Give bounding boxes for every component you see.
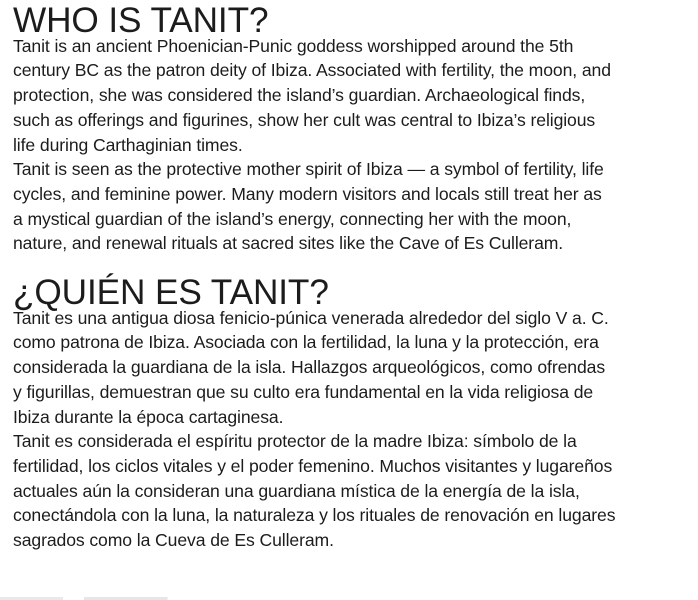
spanish-heading: ¿QUIÉN ES TANIT?	[13, 273, 329, 313]
english-paragraph-2: Tanit is seen as the protective mother spirit of Ibiza — a symbol of fertility, life cycles, and feminine power. Many modern visitors and locals still treat her as a mystical guardian of the island’s energy, connecting her with the moon, nature, and renewal rituals at sacred sites like the Cave of Es Culleram.	[13, 159, 604, 254]
english-heading: WHO IS TANIT?	[13, 1, 269, 40]
spanish-section	[13, 273, 695, 553]
english-section	[13, 1, 695, 256]
english-paragraph-1: Tanit is an ancient Phoenician-Punic goddess worshipped around the 5th century BC as the patron deity of Ibiza. Associated with fertility, the moon, and protection, she was considered the island’s guardian. Archaeological finds, such as offerings and figurines, show her cult was central to Ibiza’s religious life during Carthaginian times.	[13, 35, 611, 155]
spanish-paragraph-2: Tanit es considerada el espíritu protector de la madre Ibiza: símbolo de la fertilidad, los ciclos vitales y el poder femenino. Muchos visitantes y lugareños actuales aún la consideran una guardiana mística de la energía de la isla, conectándola con la luna, la naturaleza y los rituales de renovación en lugares sagrados como la Cueva de Es Culleram.	[13, 431, 616, 551]
document	[13, 1, 695, 553]
spanish-paragraph-1: Tanit es una antigua diosa fenicio-púnica venerada alrededor del siglo V a. C. como patrona de Ibiza. Asociada con la fertilidad, la luna y la protección, era considerada la guardiana de la isla. Hallazgos arqueológicos, como ofrendas y figurillas, demuestran que su culto era fundamental en la vida religiosa de Ibiza durante la época cartaginesa.	[13, 307, 609, 427]
